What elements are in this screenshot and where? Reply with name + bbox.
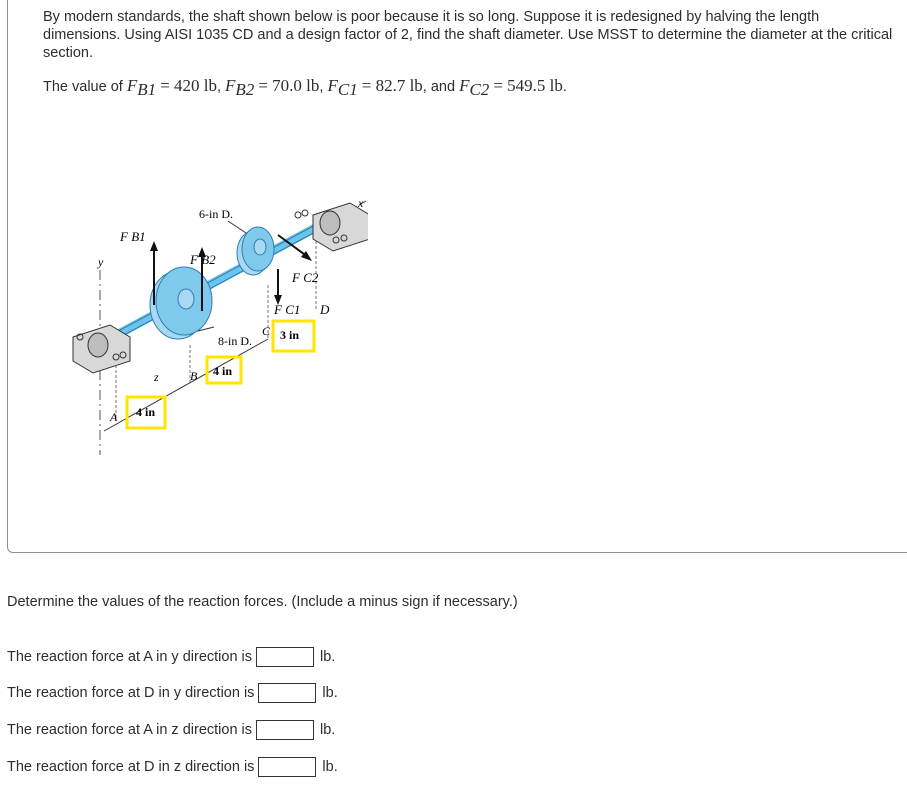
- answer-label: The reaction force at A in y direction is: [7, 649, 253, 665]
- label-fb1: F B1: [120, 229, 146, 244]
- answer-label: The reaction force at D in z direction is: [7, 759, 255, 775]
- label-6in-d: 6-in D.: [199, 207, 233, 221]
- answer-label: The reaction force at A in z direction is: [7, 722, 253, 738]
- answer-row-d-y: [7, 681, 338, 705]
- fc2-value: = 549.5 lb: [493, 76, 563, 95]
- values-prefix: The value of: [43, 79, 123, 95]
- label-fb2: F B2: [190, 252, 216, 267]
- bearing-d: [295, 203, 368, 251]
- label-c: C: [262, 324, 271, 338]
- fc1-symbol: F: [327, 76, 338, 95]
- fc1-value: = 82.7 lb: [361, 76, 423, 95]
- unit-label: lb.: [322, 759, 338, 775]
- fb1-value: = 420 lb: [160, 76, 217, 95]
- bearing-a: [73, 325, 130, 373]
- label-4in-left: 4 in: [136, 405, 156, 419]
- label-d: D: [320, 302, 330, 317]
- reaction-d-z-input[interactable]: [258, 757, 316, 777]
- answer-row-a-z: [7, 718, 335, 742]
- label-4in-mid: 4 in: [213, 364, 233, 378]
- instruction-text: Determine the values of the reaction forces. (Include a minus sign if necessary.): [7, 594, 518, 610]
- unit-label: lb.: [322, 685, 338, 701]
- label-b: B: [190, 369, 198, 383]
- reaction-a-z-input[interactable]: [256, 720, 314, 740]
- answer-label: The reaction force at D in y direction is: [7, 685, 255, 701]
- fb1-subscript: B1: [137, 79, 157, 99]
- pulley-c: [237, 227, 274, 275]
- fb1-symbol: F: [126, 76, 138, 95]
- label-a: A: [110, 410, 118, 424]
- separator: ,: [216, 79, 221, 95]
- reaction-a-y-input[interactable]: [256, 647, 314, 667]
- fb2-value: = 70.0 lb: [258, 76, 320, 95]
- fb2-subscript: B2: [235, 79, 255, 99]
- problem-statement: By modern standards, the shaft shown below is poor because it is so long. Suppose it is redesigned by halving the length dimensions. Using AISI 1035 CD and a design factor of 2, find the shaft diameter. Use MSST to determine the diameter at the critical section.: [43, 9, 893, 61]
- fc1-subscript: C1: [337, 79, 358, 99]
- label-8in-d: 8-in D.: [218, 334, 252, 348]
- fc2-symbol: F: [459, 76, 470, 95]
- shaft-figure: [68, 185, 368, 455]
- separator: , and: [422, 79, 456, 95]
- end-period: .: [562, 79, 567, 95]
- label-z: z: [154, 370, 159, 384]
- unit-label: lb.: [320, 649, 336, 665]
- answer-row-d-z: [7, 755, 338, 779]
- fc2-subscript: C2: [469, 79, 490, 99]
- reaction-d-y-input[interactable]: [258, 683, 316, 703]
- unit-label: lb.: [320, 722, 336, 738]
- label-x: x: [358, 196, 364, 210]
- label-fc1: F C1: [274, 302, 301, 317]
- label-y: y: [98, 255, 104, 269]
- answer-row-a-y: [7, 645, 335, 669]
- given-values: [43, 76, 567, 100]
- fb2-symbol: F: [225, 76, 236, 95]
- label-fc2: F C2: [292, 270, 319, 285]
- label-3in: 3 in: [280, 328, 300, 342]
- separator: ,: [319, 79, 324, 95]
